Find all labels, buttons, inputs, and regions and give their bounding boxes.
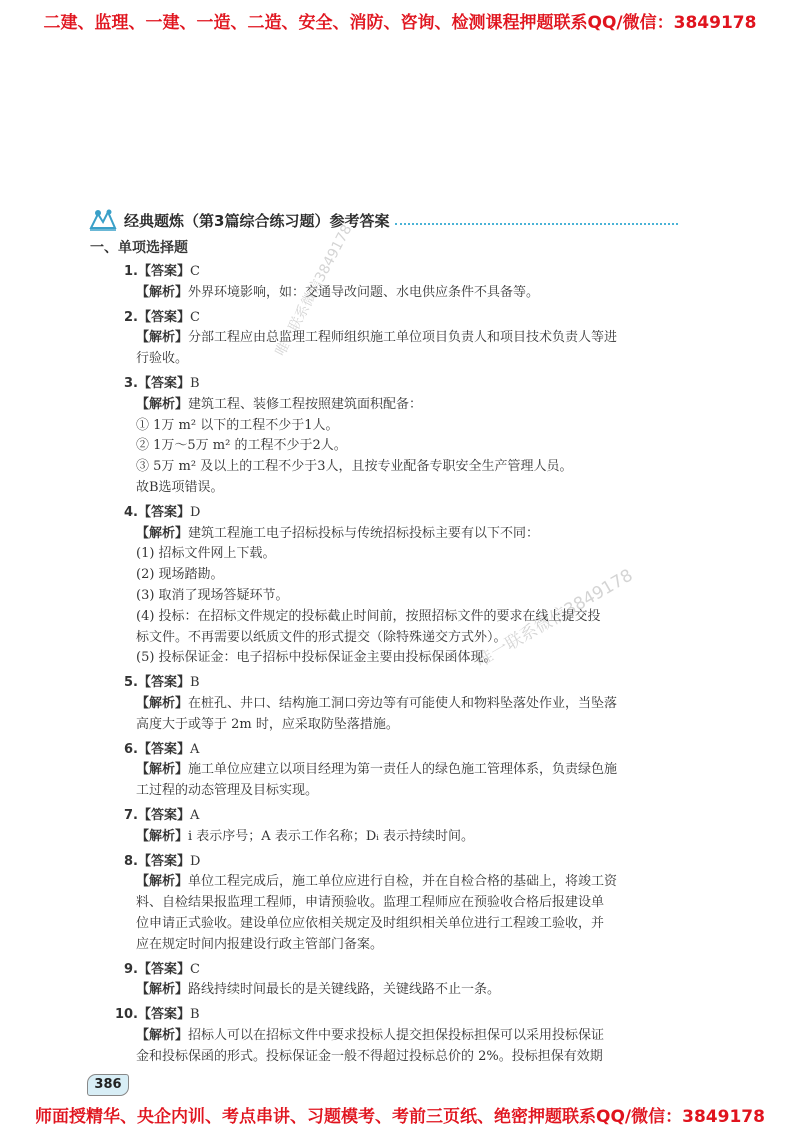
section-title: 一、单项选择题 (90, 240, 188, 256)
explanation-line (136, 436, 672, 457)
answer-value: C (190, 961, 200, 977)
heading-title: 经典题炼（第3篇综合练习题）参考答案 (124, 211, 390, 230)
question-item (112, 740, 672, 802)
question-item (112, 852, 672, 956)
answer-list (112, 262, 672, 1071)
explanation-line (136, 872, 672, 893)
explanation-text: 建筑工程、装修工程按照建筑面积配备： (188, 396, 423, 412)
explanation-text: 金和投标保函的形式。投标保证金一般不得超过投标总价的 2%。投标担保有效期 (136, 1048, 603, 1064)
answer-line (112, 673, 672, 694)
explanation-line (136, 607, 672, 628)
explanation-text: 标文件。不再需要以纸质文件的形式提交（除特殊递交方式外）。 (136, 629, 507, 645)
question-number: 5. (124, 675, 138, 691)
page-number: 386 (87, 1074, 129, 1096)
explanation (112, 980, 672, 1001)
explanation (112, 694, 672, 736)
explanation-text: 单位工程完成后，施工单位应进行自检，并在自检合格的基础上，将竣工资 (188, 874, 618, 890)
explanation-text: ③ 5万 m² 及以上的工程不少于3人，且按专业配备专职安全生产管理人员。 (136, 459, 573, 475)
question-number: 6. (124, 741, 138, 757)
explanation-line (136, 457, 672, 478)
answer-line (112, 374, 672, 395)
section-heading (88, 207, 678, 233)
explanation-line (136, 980, 672, 1001)
watermark: 唯一联系微信3849178 (272, 222, 356, 359)
explanation (112, 872, 672, 955)
explanation-line (136, 478, 672, 499)
bottom-banner: 师面授精华、央企内训、考点串讲、习题模考、考前三页纸、绝密押题联系QQ/微信：3849178 (35, 1107, 765, 1127)
question-number: 3. (124, 375, 138, 391)
question-number: 7. (124, 807, 138, 823)
answer-tag: 【答案】 (138, 807, 191, 823)
explanation-line (136, 935, 672, 956)
explanation-line (136, 781, 672, 802)
explanation-text: i 表示序号；A 表示工作名称；Dᵢ 表示持续时间。 (188, 828, 474, 844)
answer-line (112, 308, 672, 329)
explanation-line (136, 328, 672, 349)
answer-value: C (190, 264, 200, 279)
answer-tag: 【答案】 (138, 961, 191, 977)
answer-tag: 【答案】 (138, 264, 191, 279)
explain-tag: 【解析】 (136, 874, 189, 890)
explanation-text: 故B选项错误。 (136, 479, 224, 495)
explanation-text: (3) 取消了现场答疑环节。 (136, 587, 289, 603)
answer-line (112, 1005, 672, 1026)
explanation (112, 328, 672, 370)
question-item (112, 308, 672, 370)
explain-tag: 【解析】 (136, 695, 189, 711)
question-item (112, 374, 672, 499)
explanation-line (136, 715, 672, 736)
answer-line (112, 960, 672, 981)
question-number: 8. (124, 853, 138, 869)
explain-tag: 【解析】 (136, 762, 189, 778)
explain-tag: 【解析】 (136, 330, 189, 346)
explanation-line (136, 914, 672, 935)
explain-tag: 【解析】 (136, 1027, 189, 1043)
explanation-text: 招标人可以在招标文件中要求投标人提交担保投标担保可以采用投标保证 (188, 1027, 605, 1043)
answer-line (112, 262, 672, 283)
question-item (112, 960, 672, 1002)
explanation-text: 在桩孔、井口、结构施工洞口旁边等有可能使人和物料坠落处作业，当坠落 (188, 695, 618, 711)
answer-tag: 【答案】 (138, 375, 191, 391)
explanation-text: 位申请正式验收。建设单位应依相关规定及时组织相关单位进行工程竣工验收，并 (136, 915, 605, 931)
answer-value: D (190, 853, 201, 869)
answer-value: D (190, 504, 201, 520)
explain-tag: 【解析】 (136, 525, 189, 541)
explanation (112, 760, 672, 802)
answer-line (112, 503, 672, 524)
explain-tag: 【解析】 (136, 284, 189, 300)
answer-line (112, 806, 672, 827)
answer-tag: 【答案】 (138, 309, 191, 325)
answer-tag: 【答案】 (138, 675, 191, 691)
question-number: 4. (124, 504, 138, 520)
explanation-text: 外界环境影响，如：交通导改问题、水电供应条件不具备等。 (188, 284, 540, 300)
question-item (112, 1005, 672, 1067)
question-number: 1. (124, 264, 138, 279)
explanation-line (136, 283, 672, 304)
answer-line (112, 852, 672, 873)
explain-tag: 【解析】 (136, 396, 189, 412)
explanation-text: 施工单位应建立以项目经理为第一责任人的绿色施工管理体系，负责绿色施 (188, 762, 618, 778)
explanation-text: 料、自检结果报监理工程师，申请预验收。监理工程师应在预验收合格后报建设单 (136, 895, 605, 911)
question-item (112, 262, 672, 304)
explanation-line (136, 416, 672, 437)
explanation-line (136, 349, 672, 370)
practice-logo-icon (88, 208, 118, 232)
explanation (112, 1026, 672, 1068)
explain-tag: 【解析】 (136, 982, 189, 998)
explanation-text: 建筑工程施工电子招标投标与传统招标投标主要有以下不同： (188, 525, 540, 541)
answer-tag: 【答案】 (138, 741, 191, 757)
explanation-text: 工过程的动态管理及目标实现。 (136, 783, 319, 799)
explanation-text: 行验收。 (136, 351, 189, 367)
answer-value: C (190, 309, 200, 325)
watermark: 唯一联系微信3849178 (472, 565, 637, 672)
explanation-text: (5) 投标保证金：电子招标中投标保证金主要由投标保函体现。 (136, 650, 497, 666)
answer-line (112, 740, 672, 761)
explanation-line (136, 648, 672, 669)
explanation-line (136, 395, 672, 416)
answer-value: B (190, 675, 200, 691)
top-banner: 二建、监理、一建、一造、二造、安全、消防、咨询、检测课程押题联系QQ/微信：3849178 (43, 13, 757, 33)
explanation-text: (4) 投标：在招标文件规定的投标截止时间前，按照招标文件的要求在线上提交投 (136, 608, 601, 624)
explain-tag: 【解析】 (136, 828, 189, 844)
question-number: 2. (124, 309, 138, 325)
explanation (112, 283, 672, 304)
explanation-text: 分部工程应由总监理工程师组织施工单位项目负责人和项目技术负责人等进 (188, 330, 618, 346)
explanation-line (136, 1026, 672, 1047)
explanation-line (136, 628, 672, 649)
answer-value: A (190, 741, 200, 757)
explanation-text: (2) 现场踏勘。 (136, 567, 224, 583)
answer-value: B (190, 375, 200, 391)
answer-tag: 【答案】 (138, 853, 191, 869)
explanation-line (136, 524, 672, 545)
explanation (112, 827, 672, 848)
question-number: 10. (114, 1007, 138, 1023)
answer-tag: 【答案】 (138, 504, 191, 520)
explanation-line (136, 544, 672, 565)
explanation-line (136, 1047, 672, 1068)
explanation-text: 应在规定时间内报建设行政主管部门备案。 (136, 936, 384, 952)
answer-value: A (190, 807, 200, 823)
explanation-line (136, 694, 672, 715)
answer-tag: 【答案】 (138, 1007, 191, 1023)
explanation-text: (1) 招标文件网上下载。 (136, 546, 276, 562)
question-item (112, 673, 672, 735)
explanation-text: 路线持续时间最长的是关键线路，关键线路不止一条。 (188, 982, 501, 998)
explanation-text: 高度大于或等于 2m 时，应采取防坠落措施。 (136, 716, 399, 732)
explanation-line (136, 760, 672, 781)
explanation-text: ② 1万～5万 m² 的工程不少于2人。 (136, 438, 347, 454)
explanation-line (136, 893, 672, 914)
question-number: 9. (124, 961, 138, 977)
explanation-text: ① 1万 m² 以下的工程不少于1人。 (136, 417, 339, 433)
explanation (112, 395, 672, 499)
heading-dotted-rule (395, 223, 678, 225)
answer-value: B (190, 1007, 200, 1023)
explanation-line (136, 827, 672, 848)
question-item (112, 806, 672, 848)
